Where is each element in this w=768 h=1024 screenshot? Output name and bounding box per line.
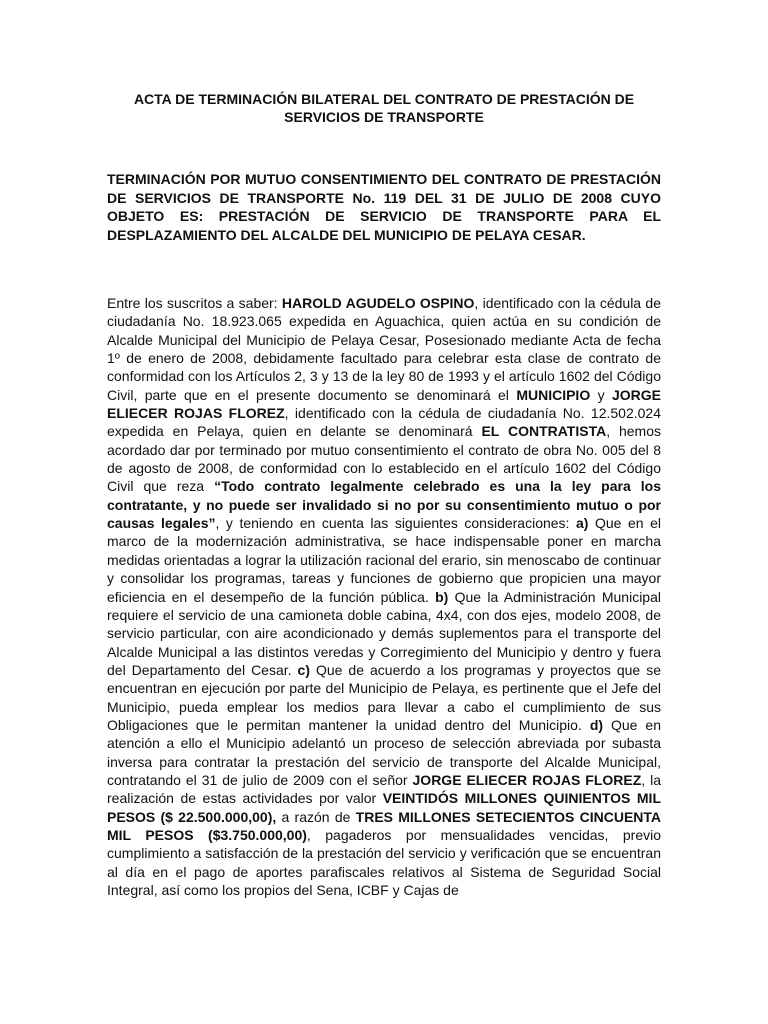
party-contractor-name: JORGE ELIECER ROJAS FLOREZ xyxy=(412,771,642,788)
monthly-payment-value: TRES MILLONES SETECIENTOS CINCUENTA MIL PESOS ($3.750.000,00) xyxy=(107,808,662,843)
body-text: y xyxy=(590,386,612,403)
document-title: ACTA DE TERMINACIÓN BILATERAL DEL CONTRATO DE PRESTACIÓN DE SERVICIOS DE TRANSPORTE xyxy=(133,91,635,125)
body-text: , y teniendo en cuenta las siguientes consideraciones: xyxy=(215,515,576,532)
municipio-label: MUNICIPIO xyxy=(516,386,591,403)
contratista-label: EL CONTRATISTA xyxy=(481,423,607,440)
party-mayor-name: HAROLD AGUDELO OSPINO xyxy=(281,295,475,311)
body-text: , identificado con la cédula de ciudadanía No. 12.502.024 expedida en Pelaya, quien en delante se denominará xyxy=(107,405,661,440)
body-text: , la realización de estas actividades por valor xyxy=(107,771,661,807)
body-text: , identificado con la cédula de ciudadanía No. 18.923.065 expedida en Aguachica, quien actúa en su condición de Alcalde Municipal del Municipio de Pelaya Cesar, Posesionado mediante Acta de fecha 1º de enero de 2008, debidamente facultado para celebrar esta clase de contrato de conformidad con los Artículos 2, 3 y 13 de la ley 80 de 1993 y el artículo 1602 del Código Civil, parte que en el presente documento se denominará el xyxy=(107,295,661,403)
body-text: Que de acuerdo a los programas y proyectos que se encuentran en ejecución por parte del Municipio de Pelaya, es pertinente que el Jefe del Municipio, pueda emplear los medios para llevar a cabo el cumplimiento de sus Obligaciones que le permitan mantener la unidad dentro del Municipio. xyxy=(107,661,661,733)
body-text: a razón de xyxy=(276,808,356,825)
document-body xyxy=(107,294,661,899)
clause-marker-d: d) xyxy=(589,716,604,733)
clause-marker-b: b) xyxy=(435,588,449,605)
body-text: Entre los suscritos a saber: xyxy=(107,295,282,311)
document-subject: TERMINACIÓN POR MUTUO CONSENTIMIENTO DEL CONTRATO DE PRESTACIÓN DE SERVICIOS DE TRANSPORTE No. 119 DEL 31 DE JULIO DE 2008 CUYO OBJETO ES: PRESTACIÓN DE SERVICIO DE TRANSPORTE PARA EL DESPLAZAMIENTO DEL ALCALDE DEL MUNICIPIO DE PELAYA CESAR. xyxy=(107,171,661,243)
body-text: , pagaderos por mensualidades vencidas, previo cumplimiento a satisfacción de la prestación del servicio y verificación que se encuentran al día en el pago de aportes parafiscales relativos al Sistema de Seguridad Social Integral, así como los propios del Sena, ICBF y Cajas de xyxy=(107,826,662,898)
clause-marker-a: a) xyxy=(576,515,589,532)
civil-code-quote: “Todo contrato legalmente celebrado es una la ley para los contratante, y no puede ser invalidado si no por su consentimiento mutuo o por causas legales” xyxy=(107,478,661,532)
body-text: Que la Administración Municipal requiere el servicio de una camioneta doble cabina, 4x4, con dos ejes, modelo 2008, de servicio particular, con aire acondicionado y demás suplementos para el transporte del Alcalde Municipal a las distintos veredas y Corregimiento del Municipio y dentro y fuera del Departamento del Cesar. xyxy=(107,588,661,678)
body-text: , hemos acordado dar por terminado por mutuo consentimiento el contrato de obra No. 005 del 8 de agosto de 2008, de conformidad con lo establecido en el artículo 1602 del Código Civil que reza xyxy=(107,423,661,495)
body-text: Que en atención a ello el Municipio adelantó un proceso de selección abreviada por subasta inversa para contratar la prestación del servicio de transporte del Alcalde Municipal, contratando el 31 de julio de 2009 con el señor xyxy=(107,716,661,788)
contract-total-value: VEINTIDÓS MILLONES QUINIENTOS MIL PESOS ($ 22.500.000,00), xyxy=(107,790,661,825)
clause-marker-c: c) xyxy=(297,661,310,678)
body-text: Que en el marco de la modernización administrativa, se hace indispensable poner en marcha medidas orientadas a lograr la utilización racional del erario, sin menoscabo de continuar y consolidar los programas, tareas y funciones de gobierno que propicien una mayor eficiencia en el desempeño de la función pública. xyxy=(107,515,661,605)
party-contractor-name: JORGE ELIECER ROJAS FLOREZ xyxy=(107,386,661,422)
